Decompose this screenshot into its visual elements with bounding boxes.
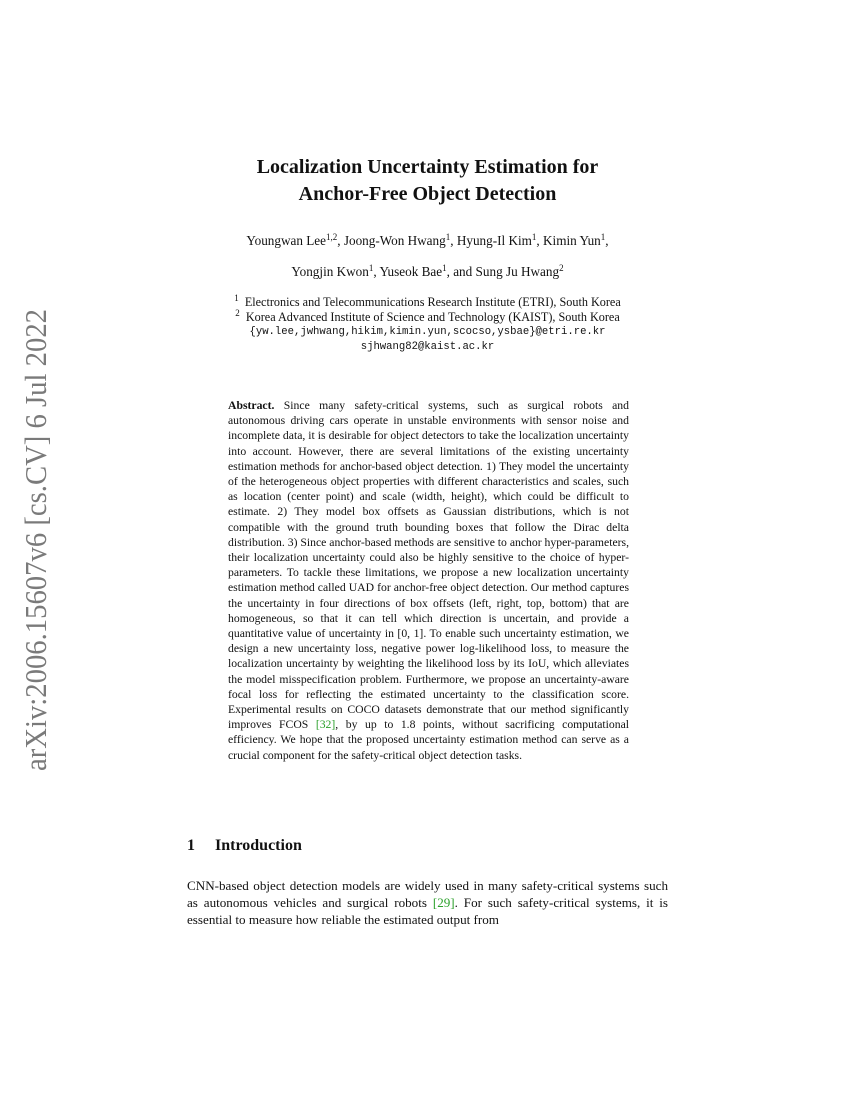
abstract-text: Since many safety-critical systems, such as surgical robots and autonomous driving cars operate in unstable environments with sensor noise and incomplete data, it is desirable for object detectors to take the localization uncertainty into account. However, there are several limitations of the existing uncertainty estimation methods for anchor-based object detection. 1) They model the uncertainty of the heterogeneous object properties with different characteristics and scales, such as location (center point) and scale (width, height), which could be difficult to estimate. 2) They model box offsets as Gaussian distributions, which is not compatible with the ground truth bounding boxes that follow the Dirac delta distribution. 3) Since anchor-based methods are sensitive to anchor hyper-parameters, their localization uncertainty could also be highly sensitive to the choice of hyper-parameters. To tackle these limitations, we propose a new localization uncertainty estimation method called UAD for anchor-free object detection. Our method captures the uncertainty in four directions of box offsets (left, right, top, bottom) that are homogeneous, so that it can tell which direction is uncertain, and provide a quantitative value of uncertainty in [0, 1]. To enable such uncertainty estimation, we design a new uncertainty loss, negative power log-likelihood loss, to measure the localization uncertainty by weighting the likelihood loss by its IoU, which alleviates the model misspecification problem. Furthermore, we propose an uncertainty-aware focal loss for reflecting the estimated uncertainty to the classification score. Experimental results on COCO datasets demonstrate that our method significantly improves FCOS <box>228 399 629 732</box>
author-name: Hyung-Il Kim <box>456 233 532 248</box>
author-affil-sup: 1 <box>442 263 447 273</box>
author-line-1 <box>150 233 705 249</box>
author-affil-sup: 1 <box>445 232 451 242</box>
abstract <box>228 398 629 763</box>
citation-link[interactable]: [32] <box>315 718 336 732</box>
abstract-label: Abstract. <box>228 399 275 412</box>
intro-paragraph <box>187 877 668 929</box>
author-name: Sung Ju Hwang <box>475 264 560 279</box>
affiliation-1 <box>150 295 705 310</box>
title-line-1: Localization Uncertainty Estimation for <box>256 156 599 178</box>
affiliations <box>150 295 705 355</box>
section-heading-introduction <box>187 837 302 855</box>
author-name: Joong-Won Hwang <box>343 233 446 248</box>
paper-title <box>150 154 705 208</box>
section-title: Introduction <box>215 837 302 854</box>
author-name: Yongjin Kwon <box>291 264 369 279</box>
author-affil-sup: 1 <box>600 232 606 242</box>
intro-text: CNN-based object detection models are widely used in many safety-critical systems such as autonomous vehicles and surgical robots <box>187 878 668 911</box>
citation-link[interactable]: [29] <box>432 895 455 911</box>
arxiv-stamp-text: arXiv:2006.15607v6 [cs.CV] 6 Jul 2022 <box>18 300 53 771</box>
affiliation-text: Korea Advanced Institute of Science and Technology (KAIST), South Korea <box>245 310 620 324</box>
author-affil-sup: 1,2 <box>326 232 338 242</box>
email-kaist[interactable]: sjhwang82@kaist.ac.kr <box>360 341 495 353</box>
author-line-2 <box>150 264 705 280</box>
title-line-2: Anchor-Free Object Detection <box>298 183 557 205</box>
author-sep: , <box>536 233 544 248</box>
affiliation-text: Electronics and Telecommunications Research Institute (ETRI), South Korea <box>244 295 621 309</box>
author-sep: , <box>373 264 380 279</box>
email-etri[interactable]: {yw.lee,jwhwang,hikim,kimin.yun,scocso,ysbae}@etri.re.kr <box>249 326 606 338</box>
author-name: Youngwan Lee <box>246 233 327 248</box>
author-sep: , <box>450 233 457 248</box>
affiliation-sup: 1 <box>234 293 239 303</box>
affiliation-sup: 2 <box>235 308 240 318</box>
author-name: Yuseok Bae <box>379 264 443 279</box>
author-sep: , <box>605 233 609 248</box>
author-affil-sup: 1 <box>368 263 374 273</box>
abstract-text-cont: , by up to 1.8 points, without sacrificing computational efficiency. We hope that the proposed uncertainty estimation method can serve as a crucial component for the safety-critical object detection tasks. <box>228 718 629 762</box>
author-sep: , and <box>446 264 476 279</box>
arxiv-stamp <box>16 300 60 780</box>
intro-text-cont: . For such safety-critical systems, it is essential to measure how reliable the estimated output from <box>187 895 668 928</box>
author-affil-sup: 2 <box>559 263 564 273</box>
section-number: 1 <box>187 837 195 854</box>
author-name: Kimin Yun <box>543 233 601 248</box>
author-sep: , <box>337 233 344 248</box>
affiliation-2 <box>150 310 705 325</box>
author-affil-sup: 1 <box>531 232 537 242</box>
author-list <box>150 233 705 280</box>
